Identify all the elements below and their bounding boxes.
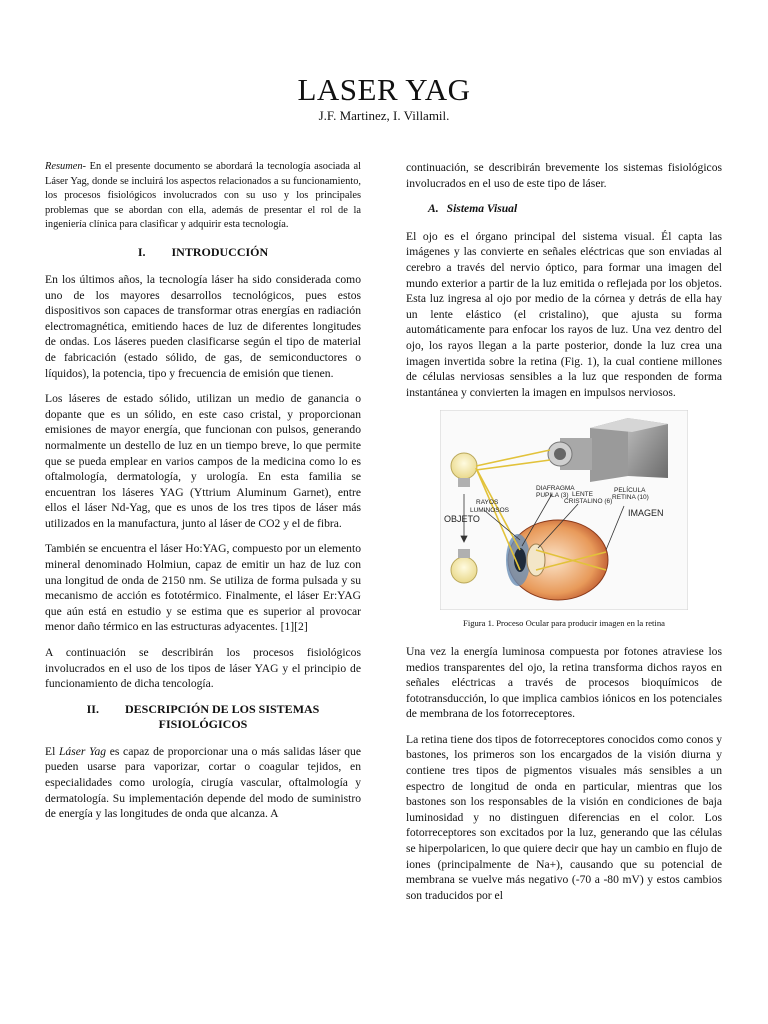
abstract-text: En el presente documento se abordará la tecnología asociada al Láser Yag, donde se incluirá los aspectos relacionados a su funcionamiento, los procesos fisiológicos involucrados con su uso y los principales problemas que se abordan con ella, además de presentar el rol de la ingeniería clínica para clasificar y adquirir esta tecnología.: [45, 161, 361, 231]
label-rayos: RAYOS: [476, 499, 499, 507]
intro-pre: El: [45, 744, 59, 758]
label-retina: RETINA (10): [612, 494, 649, 502]
paragraph: También se encuentra el láser Ho:YAG, compuesto por un elemento mineral denominado Holmiun, capaz de emitir un haz de luz con una longitud de onda de 2150 nm. Se utiliza de forma pulsada y su mecanismo de acción es fototérmico. Finalmente, el láser Er:YAG que aún está en estudio y se estima que es superior al provocar menor daño térmico en las estructuras adyacentes. [1][2]: [45, 542, 361, 634]
abstract-label: Resumen-: [45, 161, 86, 172]
right-column: [406, 160, 722, 913]
section-title: INTRODUCCIÓN: [171, 244, 269, 259]
abstract: [45, 160, 361, 233]
paragraph: En los últimos años, la tecnología láser ha sido considerada como uno de los mayores desarrollos tecnológicos, pues estos dispositivos son capaces de transformar otras energías en radiación electromagnética, emitiendo haces de luz de diferentes longitudes de ondas. Los láseres pueden clasificarse según el tipo de material de fabricación (estado sólido, de gas, de semiconductores o líquidos), la potencia, tipo y frecuencia de emisión que tienen.: [45, 272, 361, 380]
paragraph: A continuación se describirán los procesos fisiológicos involucrados en el uso de los tipos de láser YAG y el principio de funcionamiento de dicha tencología.: [45, 646, 361, 691]
paragraph: Los láseres de estado sólido, utilizan un medio de ganancia o dopante que es un sólido, en este caso cristal, y proporcionan emisiones de mayor energía, que funcionan con pulsos, generando normalmente un destello de luz en un tiempo breve, lo que permite que se pueda emplear en varios campos de la medicina como lo es oftalmología, dermatología, y urología. En esta familia se encuentran los láseres YAG (Yttrium Aluminum Garnet), entre ellos el láser Nd-Yag, que es unos de los tres tipos de láser más utilizados en la manufactura, junto al láser de CO2 y el de fibra.: [45, 392, 361, 530]
intro-post: es capaz de proporcionar una o más salidas láser que pueden usarse para vaporizar, cortar o coagular tejidos, en especialidades como urología, cirugía vascular, oftalmología y dermatología. Su implementación depende del modo de suministro de energía y las longitudes de onda que alcanza. A: [45, 744, 362, 821]
paper-title: LASER YAG: [297, 72, 471, 107]
section-heading-descripcion: [45, 702, 361, 732]
intro-emphasis: Láser Yag: [58, 744, 107, 758]
paragraph: [45, 744, 361, 822]
section-heading-introduccion: [45, 245, 361, 260]
label-imagen: IMAGEN: [628, 508, 664, 519]
label-diafragma: DIAFRAGMA: [536, 485, 575, 493]
label-pupila: PUPILA (3): [536, 492, 569, 500]
label-cristalino: CRISTALINO (6): [564, 498, 613, 506]
section-title-line2: FISIOLÓGICOS: [158, 716, 248, 731]
label-lente: LENTE: [572, 491, 593, 499]
paragraph: El ojo es el órgano principal del sistema visual. Él capta las imágenes y las convierte en señales eléctricas que son enviadas al cerebro a través del nervio óptico, para formar una imagen del mundo exterior a partir de la luz emitida o reflejada por los objetos. Esta luz ingresa al ojo por medio de la córnea y detrás de ella hay un lente elástico (el cristalino), que ajusta su forma automáticamente para enfocar los rayos de luz. Una vez dentro del ojo, los rayos llegan a la parte posterior, donde la luz crea una imagen invertida sobre la retina (Fig. 1), la cual contiene millones de células nerviosas sensibles a la luz que responden de forma instantánea y convierten la imagen en impulsos nerviosos.: [406, 229, 722, 399]
label-luminosos: LUMINOSOS: [470, 507, 510, 515]
paragraph: Una vez la energía luminosa compuesta por fotones atraviese los medios transparentes del ojo, la retina transforma dichos rayos en señales eléctricas a través de procesos bioquímicos de fototransducción, lo que implica cambios iónicos en los potenciales de membrana de los fotorreceptores.: [406, 644, 722, 721]
paper-authors: J.F. Martinez, I. Villamil.: [318, 108, 450, 123]
eye-diagram-image: [440, 410, 688, 610]
section-number: I.: [137, 244, 146, 259]
section-title-line1: DESCRIPCIÓN DE LOS SISTEMAS: [124, 701, 320, 716]
label-objeto: OBJETO: [444, 514, 480, 525]
subsection-title: Sistema Visual: [446, 202, 518, 216]
paragraph: continuación, se describirán brevemente los sistemas fisiológicos involucrados en el uso de este tipo de láser.: [406, 161, 722, 190]
subsection-number: A.: [428, 202, 439, 216]
subsection-heading-sistema-visual: [428, 201, 722, 217]
section-number: II.: [86, 701, 99, 716]
label-pelicula: PELÍCULA: [614, 487, 646, 495]
left-column: [45, 160, 361, 832]
figure-caption: Figura 1. Proceso Ocular para producir imagen en la retina: [463, 618, 665, 629]
paragraph: La retina tiene dos tipos de fotorreceptores conocidos como conos y bastones, los primeros son los encargados de la visión diurna y contiene tres tipos de pigmentos visuales más sensibles a un espectro de longitud de onda en particular, mientras que los bastones son los responsables de la visión en condiciones de baja luminosidad y no distinguen diferencias en el color. Los fotorreceptores son excitados por la luz, generando que las células se hiperpolaricen, lo que quiere decir que hay un cambio en flujo de iones (principalmente de Na+), causando que su potencial de membrana se vuelve más negativo (-70 a -80 mV) y estos cambios son traducidos por el: [406, 732, 722, 902]
figure-eye-diagram: [440, 410, 688, 610]
